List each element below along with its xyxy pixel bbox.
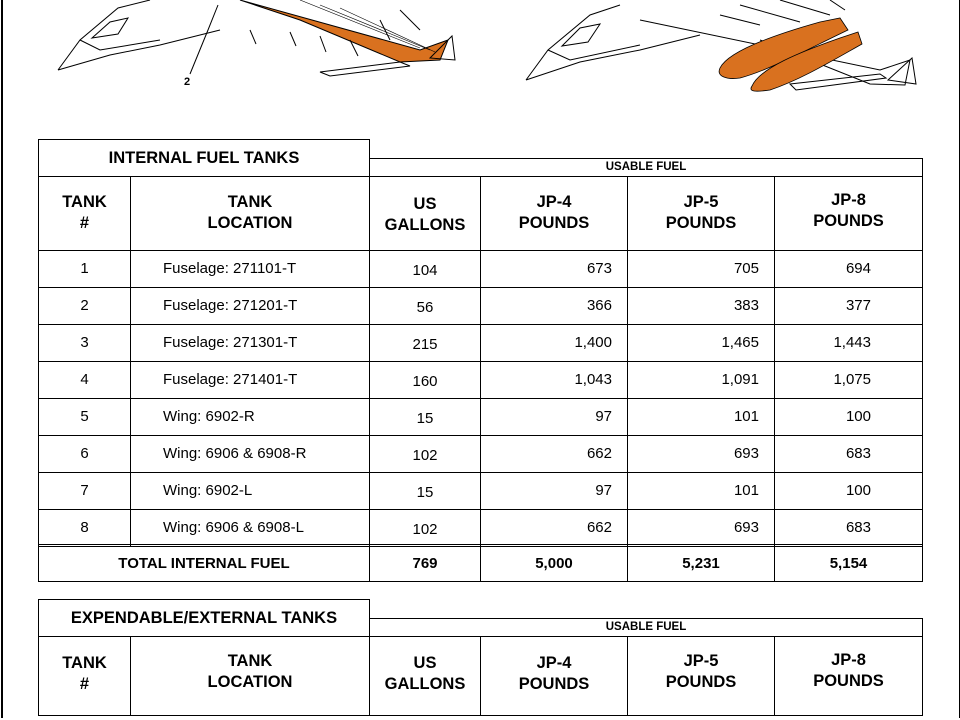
cell-gal: 15 [416, 484, 434, 501]
header-tank-location: TANK LOCATION [207, 193, 293, 232]
cell-num: 4 [80, 371, 89, 388]
right-aircraft-fuselage [526, 5, 700, 80]
header-jp8-pounds: JP-8 POUNDS [813, 191, 884, 230]
internal-fuel-tanks-table [38, 139, 923, 582]
cell-jp5: 693 [733, 519, 759, 536]
ext-header-jp8-pounds: JP-8 POUNDS [813, 651, 884, 690]
cell-jp5: 101 [733, 482, 759, 499]
cell-location: Wing: 6902-R [163, 408, 255, 425]
ext-header-tank-location: TANK LOCATION [207, 652, 293, 691]
cell-location: Fuselage: 271201-T [163, 297, 298, 314]
cell-jp4: 1,043 [574, 371, 612, 388]
cell-num: 3 [80, 334, 89, 351]
cell-location: Fuselage: 271301-T [163, 334, 298, 351]
left-aircraft-canopy [92, 18, 128, 38]
external-fuel-tanks [719, 18, 862, 91]
cell-gal: 102 [412, 521, 438, 538]
external-title: EXPENDABLE/EXTERNAL TANKS [70, 609, 338, 627]
cell-num: 6 [80, 445, 89, 462]
external-usable-fuel-label: USABLE FUEL [605, 621, 687, 633]
internal-usable-fuel-label: USABLE FUEL [605, 161, 687, 173]
cell-num: 1 [80, 260, 89, 277]
callout-line-2 [190, 5, 218, 74]
cell-num: 5 [80, 408, 89, 425]
cell-gal: 160 [412, 373, 438, 390]
cell-jp5: 693 [733, 445, 759, 462]
cell-num: 7 [80, 482, 89, 499]
cell-gal: 215 [412, 336, 438, 353]
cell-jp8: 683 [845, 445, 871, 462]
cell-jp4: 97 [595, 408, 612, 425]
ext-header-jp5-pounds: JP-5 POUNDS [665, 652, 737, 691]
ext-header-jp4-pounds: JP-4 POUNDS [518, 654, 590, 693]
cell-jp4: 366 [586, 297, 612, 314]
cell-gal: 102 [412, 447, 438, 464]
cell-jp4: 673 [586, 260, 612, 277]
right-aircraft-canopy [562, 24, 600, 46]
cell-location: Fuselage: 271101-T [163, 260, 297, 277]
cell-jp8: 100 [845, 482, 871, 499]
cell-num: 2 [80, 297, 89, 314]
cell-jp8: 683 [845, 519, 871, 536]
total-gallons: 769 [412, 555, 438, 572]
cell-jp5: 705 [733, 260, 759, 277]
ext-header-us-gallons: US GALLONS [384, 654, 466, 693]
cell-jp5: 101 [733, 408, 759, 425]
cell-location: Fuselage: 271401-T [163, 371, 298, 388]
cell-jp5: 383 [733, 297, 759, 314]
cell-jp8: 100 [845, 408, 871, 425]
cell-jp4: 1,400 [574, 334, 612, 351]
header-tank-num: TANK # [62, 193, 107, 232]
total-jp5: 5,231 [682, 555, 720, 572]
left-aircraft-wing [240, 0, 448, 62]
cell-jp4: 662 [586, 519, 612, 536]
cell-gal: 15 [416, 410, 434, 427]
header-jp5-pounds: JP-5 POUNDS [665, 193, 737, 232]
cell-jp8: 694 [845, 260, 871, 277]
cell-jp5: 1,091 [721, 371, 759, 388]
cell-num: 8 [80, 519, 89, 536]
cell-jp4: 97 [595, 482, 612, 499]
cell-gal: 56 [416, 299, 434, 316]
total-internal-fuel-label: TOTAL INTERNAL FUEL [118, 555, 290, 572]
header-us-gallons: US GALLONS [384, 195, 466, 234]
total-jp8: 5,154 [829, 555, 868, 572]
callout-label-2: 2 [184, 76, 191, 88]
header-jp4-pounds: JP-4 POUNDS [518, 193, 590, 232]
cell-location: Wing: 6906 & 6908-R [163, 445, 307, 462]
total-jp4: 5,000 [535, 555, 573, 572]
ext-header-tank-num: TANK # [62, 654, 107, 693]
cell-gal: 104 [412, 262, 438, 279]
cell-jp4: 662 [586, 445, 612, 462]
internal-title: INTERNAL FUEL TANKS [108, 149, 300, 167]
cell-location: Wing: 6906 & 6908-L [163, 519, 304, 536]
aircraft-illustration [0, 0, 960, 100]
cell-location: Wing: 6902-L [163, 482, 253, 499]
cell-jp8: 1,443 [833, 334, 871, 351]
cell-jp8: 377 [845, 297, 871, 314]
cell-jp5: 1,465 [721, 334, 759, 351]
cell-jp8: 1,075 [833, 371, 871, 388]
external-tanks-table [38, 599, 923, 720]
